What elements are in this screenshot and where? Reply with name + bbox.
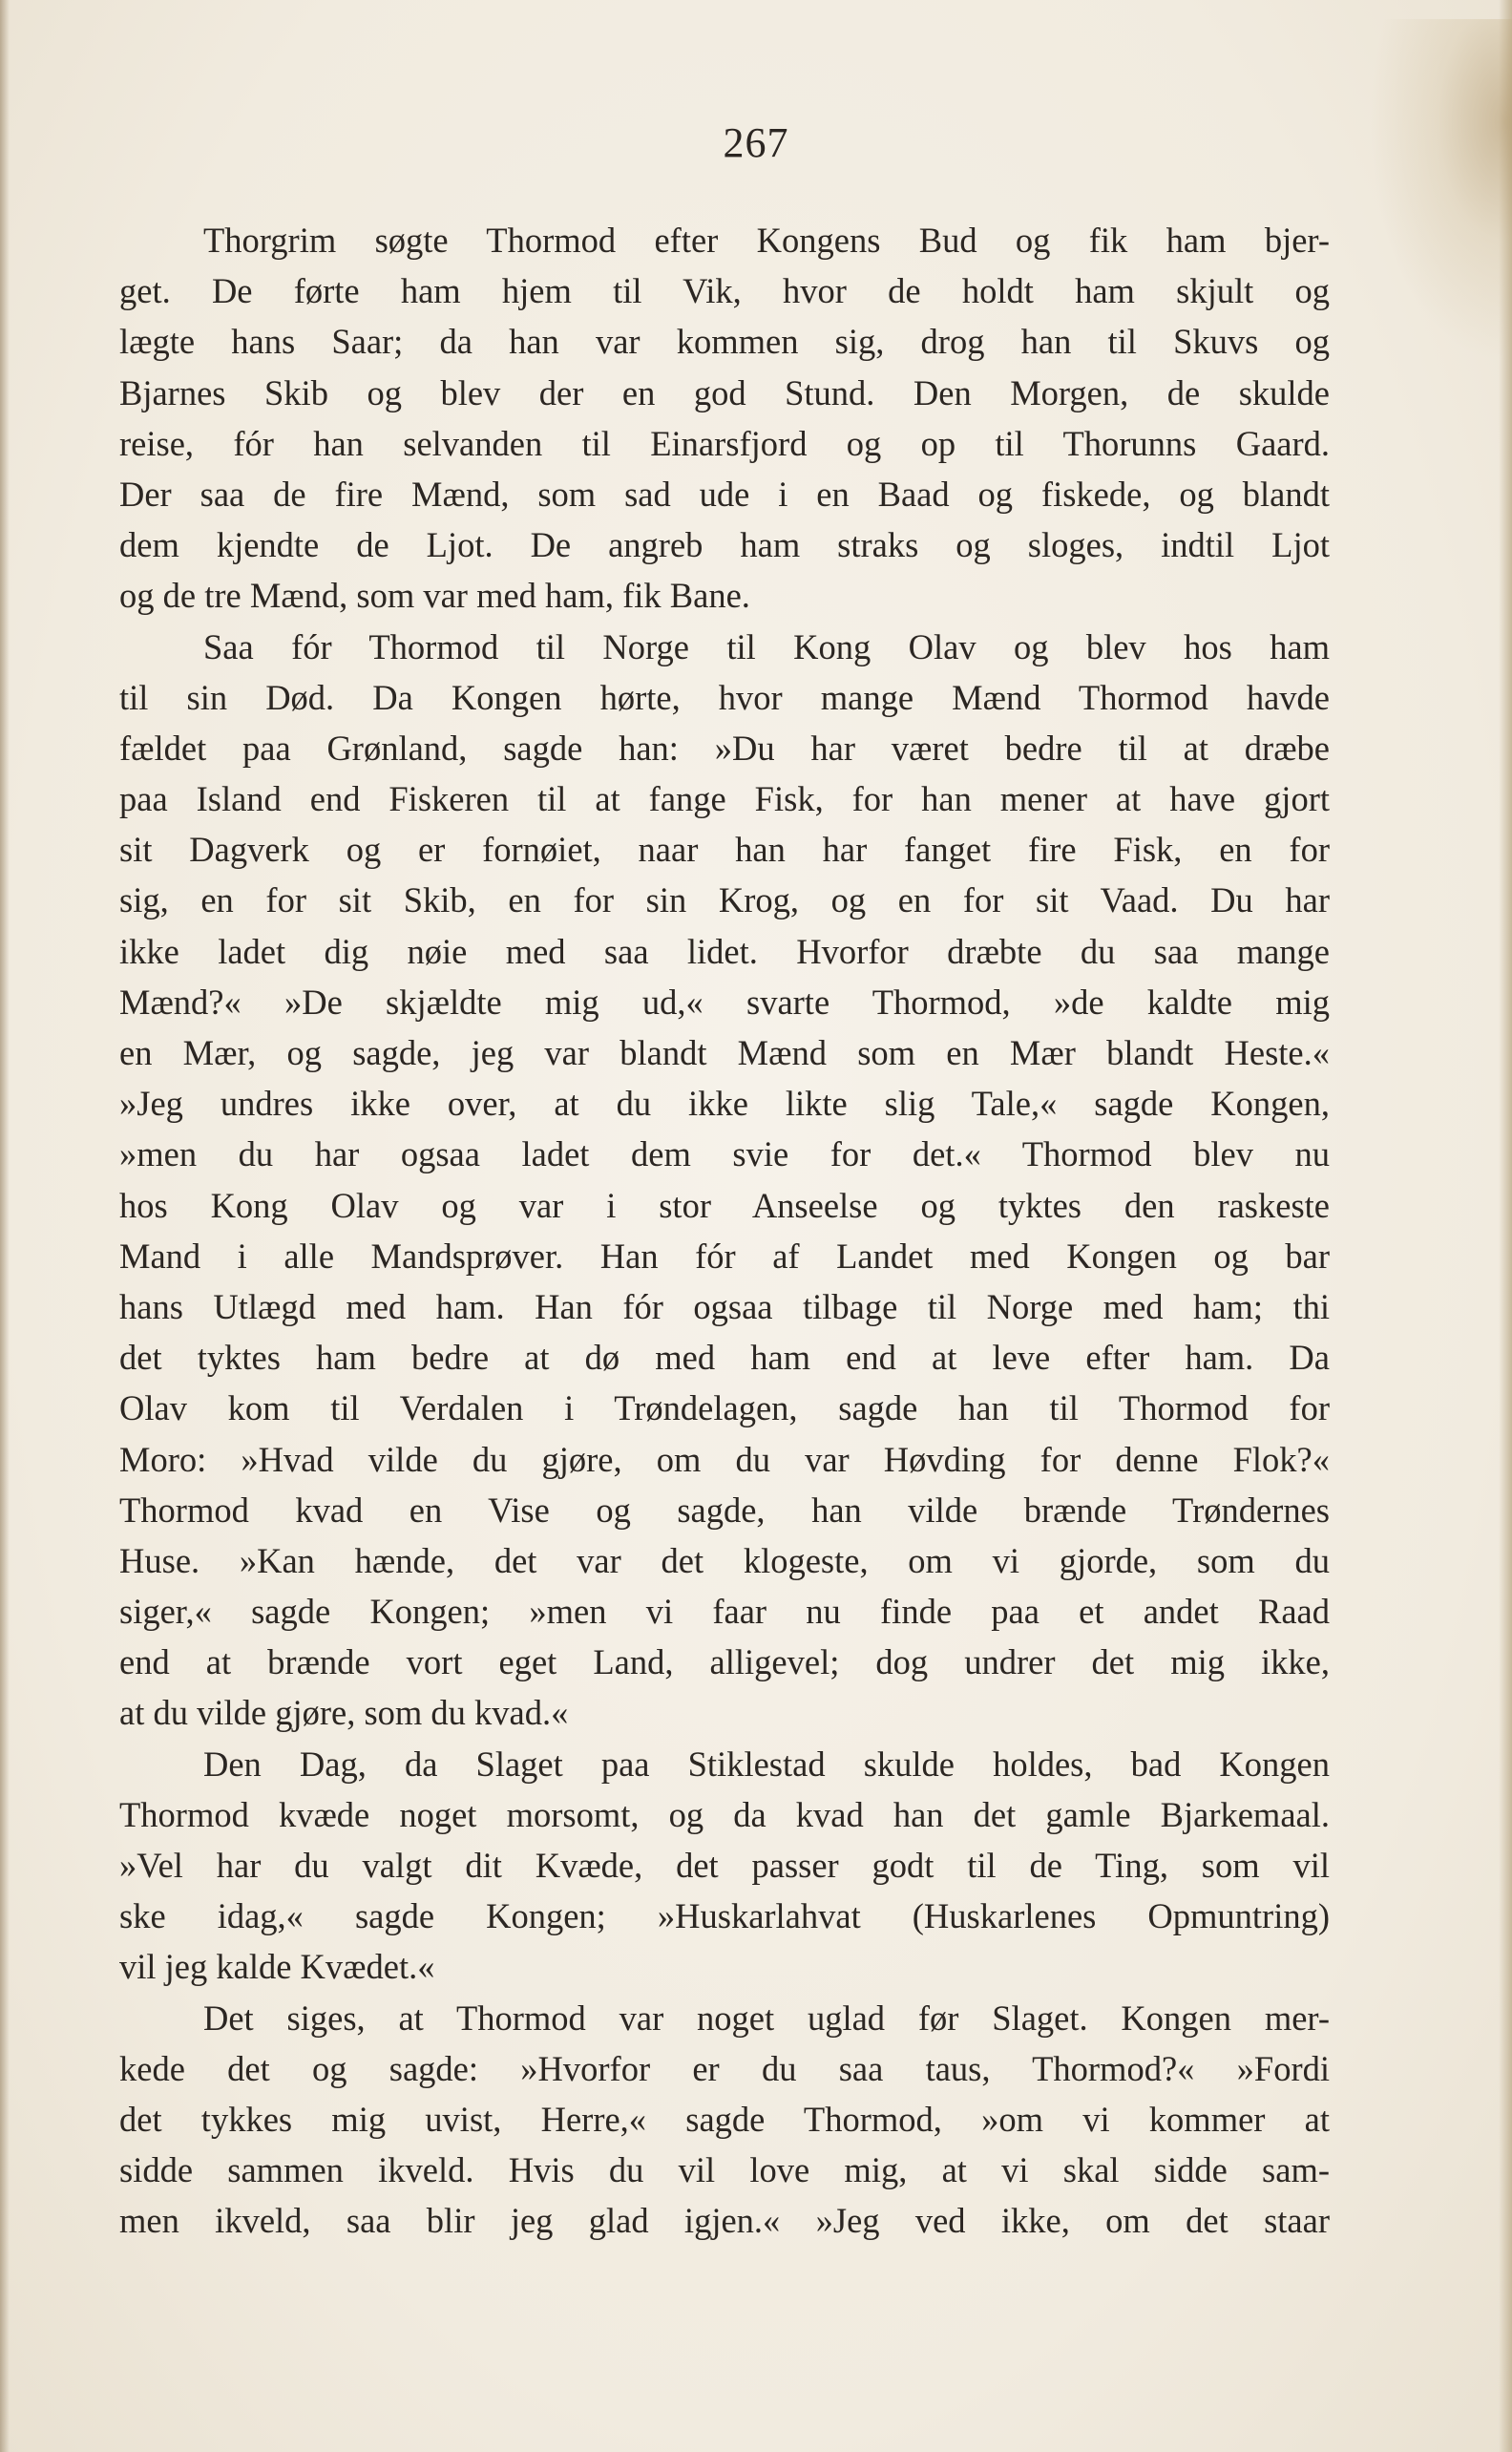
text-line: »men du har ogsaa ladet dem svie for det.« Thormod blev nu (119, 1134, 1330, 1174)
text-line: Moro: »Hvad vilde du gjøre, om du var Høvding for denne Flok?« (119, 1439, 1330, 1479)
text-line: Huse. »Kan hænde, det var det klogeste, om vi gjorde, som du (119, 1540, 1330, 1580)
text-line: dem kjendte de Ljot. De angreb ham straks og sloges, indtil Ljot (119, 525, 1330, 565)
text-line: at du vilde gjøre, som du kvad.« (119, 1693, 569, 1733)
text-line: lægte hans Saar; da han var kommen sig, drog han til Skuvs og (119, 322, 1330, 362)
text-line: get. De førte ham hjem til Vik, hvor de holdt ham skjult og (119, 271, 1330, 311)
text-line: en Mær, og sagde, jeg var blandt Mænd som en Mær blandt Heste.« (119, 1033, 1330, 1072)
text-line: »Jeg undres ikke over, at du ikke likte slig Tale,« sagde Kongen, (119, 1084, 1330, 1124)
text-line: men ikveld, saa blir jeg glad igjen.« »Jeg ved ikke, om det staar (119, 2201, 1330, 2241)
text-line: til sin Død. Da Kongen hørte, hvor mange Mænd Thormod havde (119, 677, 1330, 717)
text-line: Mand i alle Mandsprøver. Han fór af Landet med Kongen og bar (119, 1236, 1330, 1276)
page-edge-left (0, 0, 10, 2452)
text-line: end at brænde vort eget Land, alligevel; dog undrer det mig ikke, (119, 1642, 1330, 1682)
text-line: Olav kom til Verdalen i Trøndelagen, sagde han til Thormod for (119, 1388, 1330, 1428)
text-line: hos Kong Olav og var i stor Anseelse og tyktes den raskeste (119, 1185, 1330, 1225)
text-line: det tykkes mig uvist, Herre,« sagde Thormod, »om vi kommer at (119, 2099, 1330, 2139)
text-line: det tyktes ham bedre at dø med ham end at leve efter ham. Da (119, 1338, 1330, 1378)
text-line: reise, fór han selvanden til Einarsfjord og op til Thorunns Gaard. (119, 423, 1330, 463)
text-line: sig, en for sit Skib, en for sin Krog, og en for sit Vaad. Du har (119, 880, 1330, 920)
text-line: paa Island end Fiskeren til at fange Fisk, for han mener at have gjort (119, 779, 1330, 819)
page-number: 267 (723, 119, 789, 166)
paper-stain (1369, 19, 1512, 363)
text-line: Den Dag, da Slaget paa Stiklestad skulde holdes, bad Kongen (203, 1744, 1330, 1784)
text-line: kede det og sagde: »Hvorfor er du saa taus, Thormod?« »Fordi (119, 2048, 1330, 2088)
text-line: fældet paa Grønland, sagde han: »Du har været bedre til at dræbe (119, 728, 1330, 768)
text-line: Bjarnes Skib og blev der en god Stund. Den Morgen, de skulde (119, 372, 1330, 412)
text-line: Thormod kvad en Vise og sagde, han vilde brænde Trøndernes (119, 1490, 1330, 1530)
text-line: hans Utlægd med ham. Han fór ogsaa tilbage til Norge med ham; thi (119, 1286, 1330, 1326)
page-edge-right (1499, 0, 1512, 2452)
text-line: Thormod kvæde noget morsomt, og da kvad han det gamle Bjarkemaal. (119, 1794, 1330, 1834)
text-line: siger,« sagde Kongen; »men vi faar nu finde paa et andet Raad (119, 1592, 1330, 1632)
text-line: Det siges, at Thormod var noget uglad før Slaget. Kongen mer- (203, 1998, 1330, 2038)
text-line: Saa fór Thormod til Norge til Kong Olav og blev hos ham (203, 626, 1330, 666)
text-line: »Vel har du valgt dit Kvæde, det passer godt til de Ting, som vil (119, 1846, 1330, 1885)
text-line: sit Dagverk og er fornøiet, naar han har fanget fire Fisk, en for (119, 830, 1330, 870)
text-line: ikke ladet dig nøie med saa lidet. Hvorfor dræbte du saa mange (119, 931, 1330, 971)
body-text (119, 215, 1330, 2247)
text-line: vil jeg kalde Kvædet.« (119, 1947, 435, 1987)
text-line: ske idag,« sagde Kongen; »Huskarlahvat (Huskarlenes Opmuntring) (119, 1896, 1330, 1936)
text-line: Der saa de fire Mænd, som sad ude i en Baad og fiskede, og blandt (119, 474, 1330, 514)
text-line: Mænd?« »De skjældte mig ud,« svarte Thormod, »de kaldte mig (119, 982, 1330, 1022)
text-line: og de tre Mænd, som var med ham, fik Bane. (119, 576, 750, 616)
text-line: Thorgrim søgte Thormod efter Kongens Bud og fik ham bjer- (203, 221, 1330, 260)
text-line: sidde sammen ikveld. Hvis du vil love mig, at vi skal sidde sam- (119, 2150, 1330, 2190)
